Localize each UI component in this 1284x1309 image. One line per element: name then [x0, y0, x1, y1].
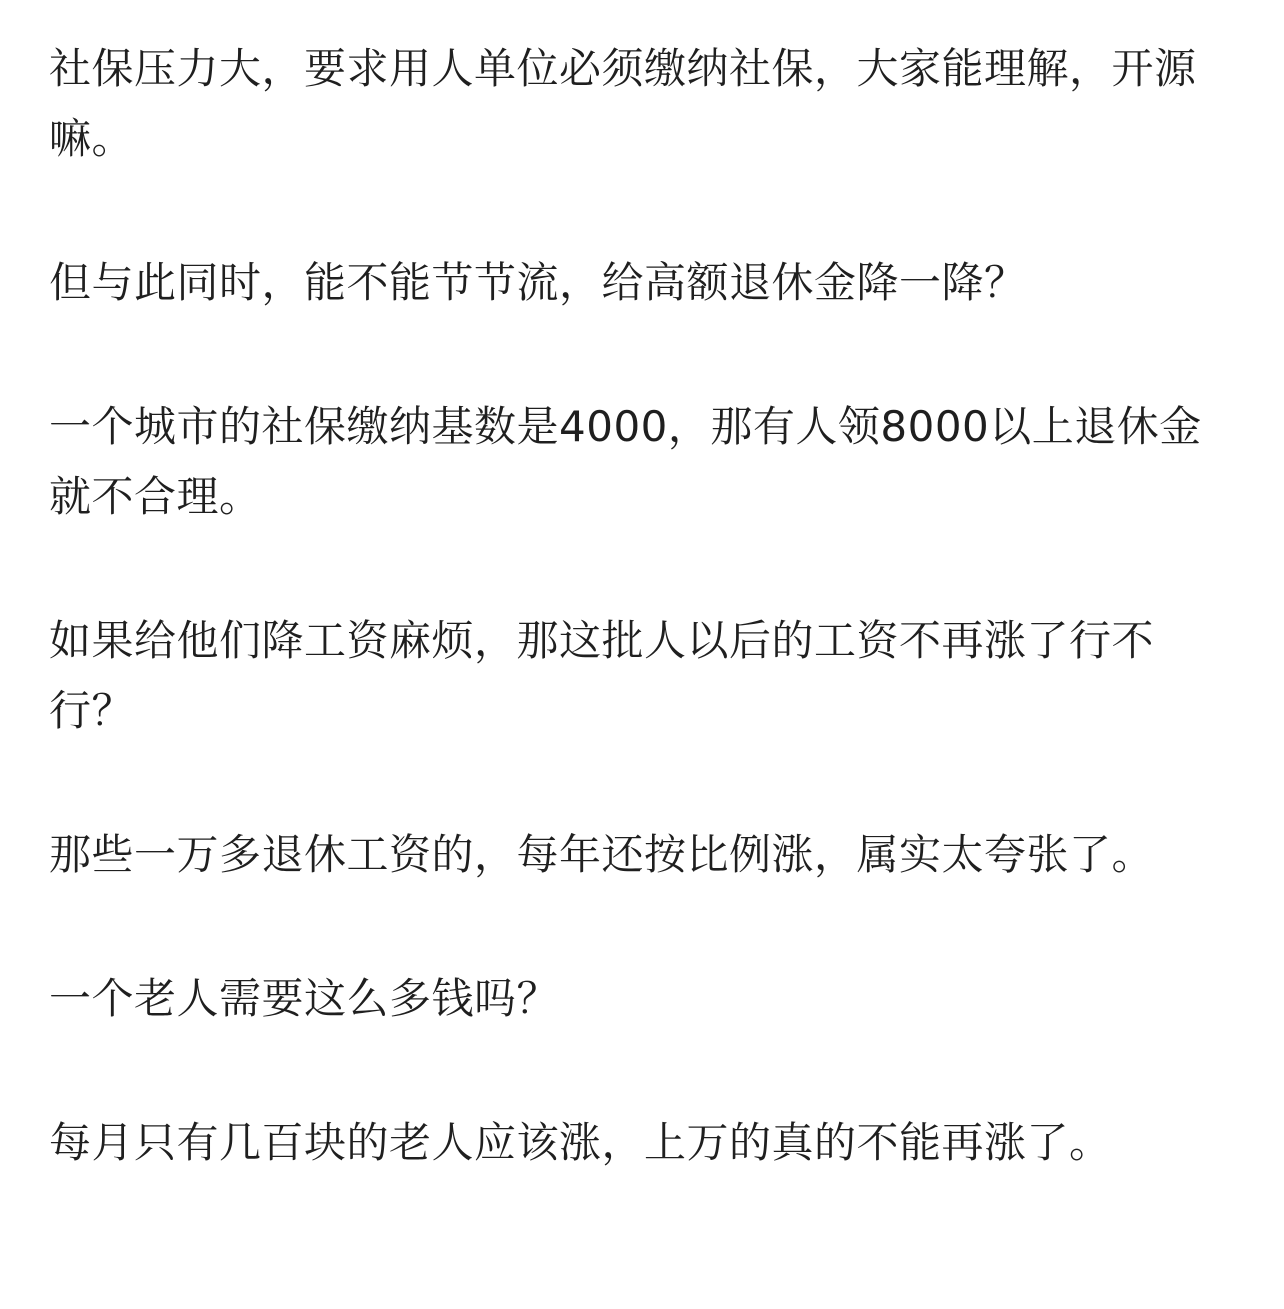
post-paragraph-3: 一个城市的社保缴纳基数是4000，那有人领8000以上退休金就不合理。 [49, 402, 1202, 521]
post-paragraph-7: 每月只有几百块的老人应该涨，上万的真的不能再涨了。 [49, 1118, 1112, 1167]
post-paragraph-1: 社保压力大，要求用人单位必须缴纳社保，大家能理解，开源嘛。 [49, 44, 1197, 163]
post-paragraph-2: 但与此同时，能不能节节流，给高额退休金降一降？ [49, 258, 1027, 307]
post-paragraph-4: 如果给他们降工资麻烦，那这批人以后的工资不再涨了行不行？ [49, 616, 1155, 735]
post-paragraph-6: 一个老人需要这么多钱吗？ [49, 974, 560, 1023]
post-paragraph-5: 那些一万多退休工资的，每年还按比例涨，属实太夸张了。 [49, 830, 1155, 879]
post-body [49, 34, 1229, 1178]
